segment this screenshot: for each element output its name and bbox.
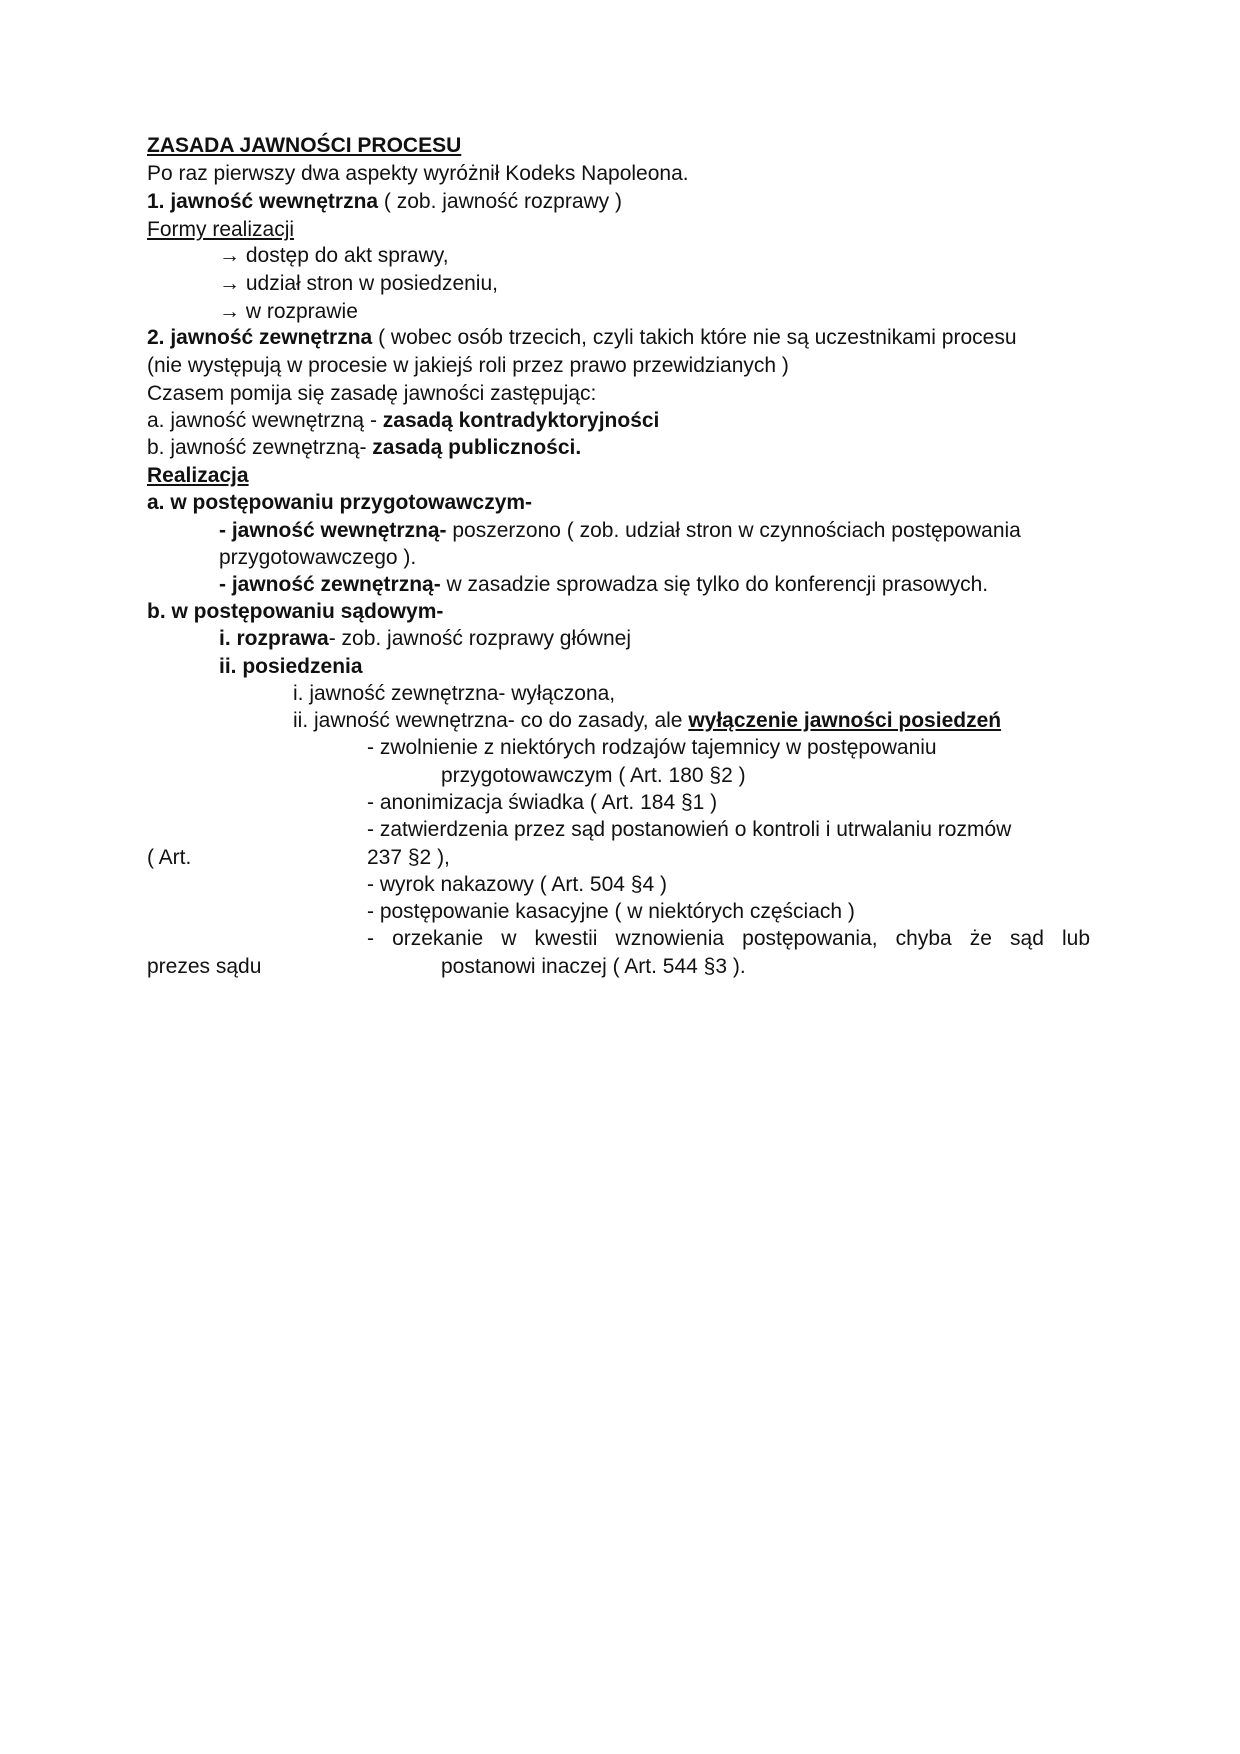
realization-b-i-bold: i. rozprawa (219, 627, 329, 650)
realization-a-heading: a. w postępowaniu przygotowawczym- (147, 491, 533, 514)
realization-a-inner (219, 516, 1021, 546)
substitution-a-prefix: a. jawność wewnętrzną - (147, 409, 383, 432)
realization-a-outer-bold: - jawność zewnętrzną- (219, 573, 441, 596)
realization-heading: Realizacja (147, 464, 249, 487)
forms-item: → dostęp do akt sprawy, (219, 244, 449, 267)
realization-b-heading: b. w postępowaniu sądowym- (147, 600, 444, 623)
exclusion-item: - zwolnienie z niektórych rodzajów tajemnicy w postępowaniu (367, 736, 937, 759)
forms-item: → udział stron w posiedzeniu, (219, 272, 498, 295)
section2-note: ( wobec osób trzecich, czyli takich które nie są uczestnikami procesu (372, 326, 1017, 349)
realization-a-inner-bold: - jawność wewnętrzną- (219, 519, 447, 542)
section1-line (147, 187, 622, 217)
section2-note-cont: (nie występują w procesie w jakiejś roli przez prawo przewidzianych ) (147, 354, 789, 377)
sub-i: i. jawność zewnętrzna- wyłączona, (293, 682, 616, 705)
exclusion-item: - zatwierdzenia przez sąd postanowień o kontroli i utrwalaniu rozmów (367, 818, 1012, 841)
realization-b-i (219, 624, 631, 654)
exclusion-item-left: ( Art. (147, 846, 192, 869)
realization-b-i-text: - zob. jawność rozprawy głównej (328, 627, 631, 650)
intro-line: Po raz pierwszy dwa aspekty wyróżnił Kodeks Napoleona. (147, 162, 689, 185)
sub-ii-bold: wyłączenie jawności posiedzeń (688, 709, 1002, 732)
exclusion-item-cont: przygotowawczym ( Art. 180 §2 ) (441, 764, 746, 787)
substitution-b-bold: zasadą publiczności. (372, 436, 582, 459)
substitution-intro: Czasem pomija się zasadę jawności zastępując: (147, 382, 597, 405)
section2-label: 2. jawność zewnętrzna (147, 326, 373, 349)
substitution-a (147, 406, 659, 436)
substitution-b-prefix: b. jawność zewnętrzną- (147, 436, 373, 459)
substitution-b (147, 433, 581, 463)
sub-ii (293, 706, 1001, 736)
exclusion-item-cont: 237 §2 ), (367, 846, 450, 869)
section2-line (147, 323, 1017, 353)
exclusion-item: - orzekanie w kwestii wznowienia postępowania, chyba że sąd lub (367, 927, 1090, 950)
exclusion-item: - wyrok nakazowy ( Art. 504 §4 ) (367, 873, 667, 896)
exclusion-item-cont: postanowi inaczej ( Art. 544 §3 ). (441, 955, 746, 978)
forms-item: → w rozprawie (219, 300, 358, 323)
document-title: ZASADA JAWNOŚCI PROCESU (147, 134, 462, 157)
realization-a-outer-text: w zasadzie sprowadza się tylko do konferencji prasowych. (440, 573, 989, 596)
realization-a-inner-text: poszerzono ( zob. udział stron w czynnościach postępowania (446, 519, 1021, 542)
section1-note: ( zob. jawność rozprawy ) (378, 190, 622, 213)
sub-ii-text: ii. jawność wewnętrzna- co do zasady, ale (293, 709, 689, 732)
forms-heading: Formy realizacji (147, 218, 295, 241)
realization-a-outer (219, 570, 988, 600)
realization-a-inner-cont: przygotowawczego ). (219, 546, 417, 569)
exclusion-item: - anonimizacja świadka ( Art. 184 §1 ) (367, 791, 718, 814)
realization-b-ii: ii. posiedzenia (219, 655, 363, 678)
section1-label: 1. jawność wewnętrzna (147, 190, 379, 213)
substitution-a-bold: zasadą kontradyktoryjności (382, 409, 660, 432)
exclusion-item: - postępowanie kasacyjne ( w niektórych częściach ) (367, 900, 855, 923)
exclusion-item-left: prezes sądu (147, 955, 262, 978)
